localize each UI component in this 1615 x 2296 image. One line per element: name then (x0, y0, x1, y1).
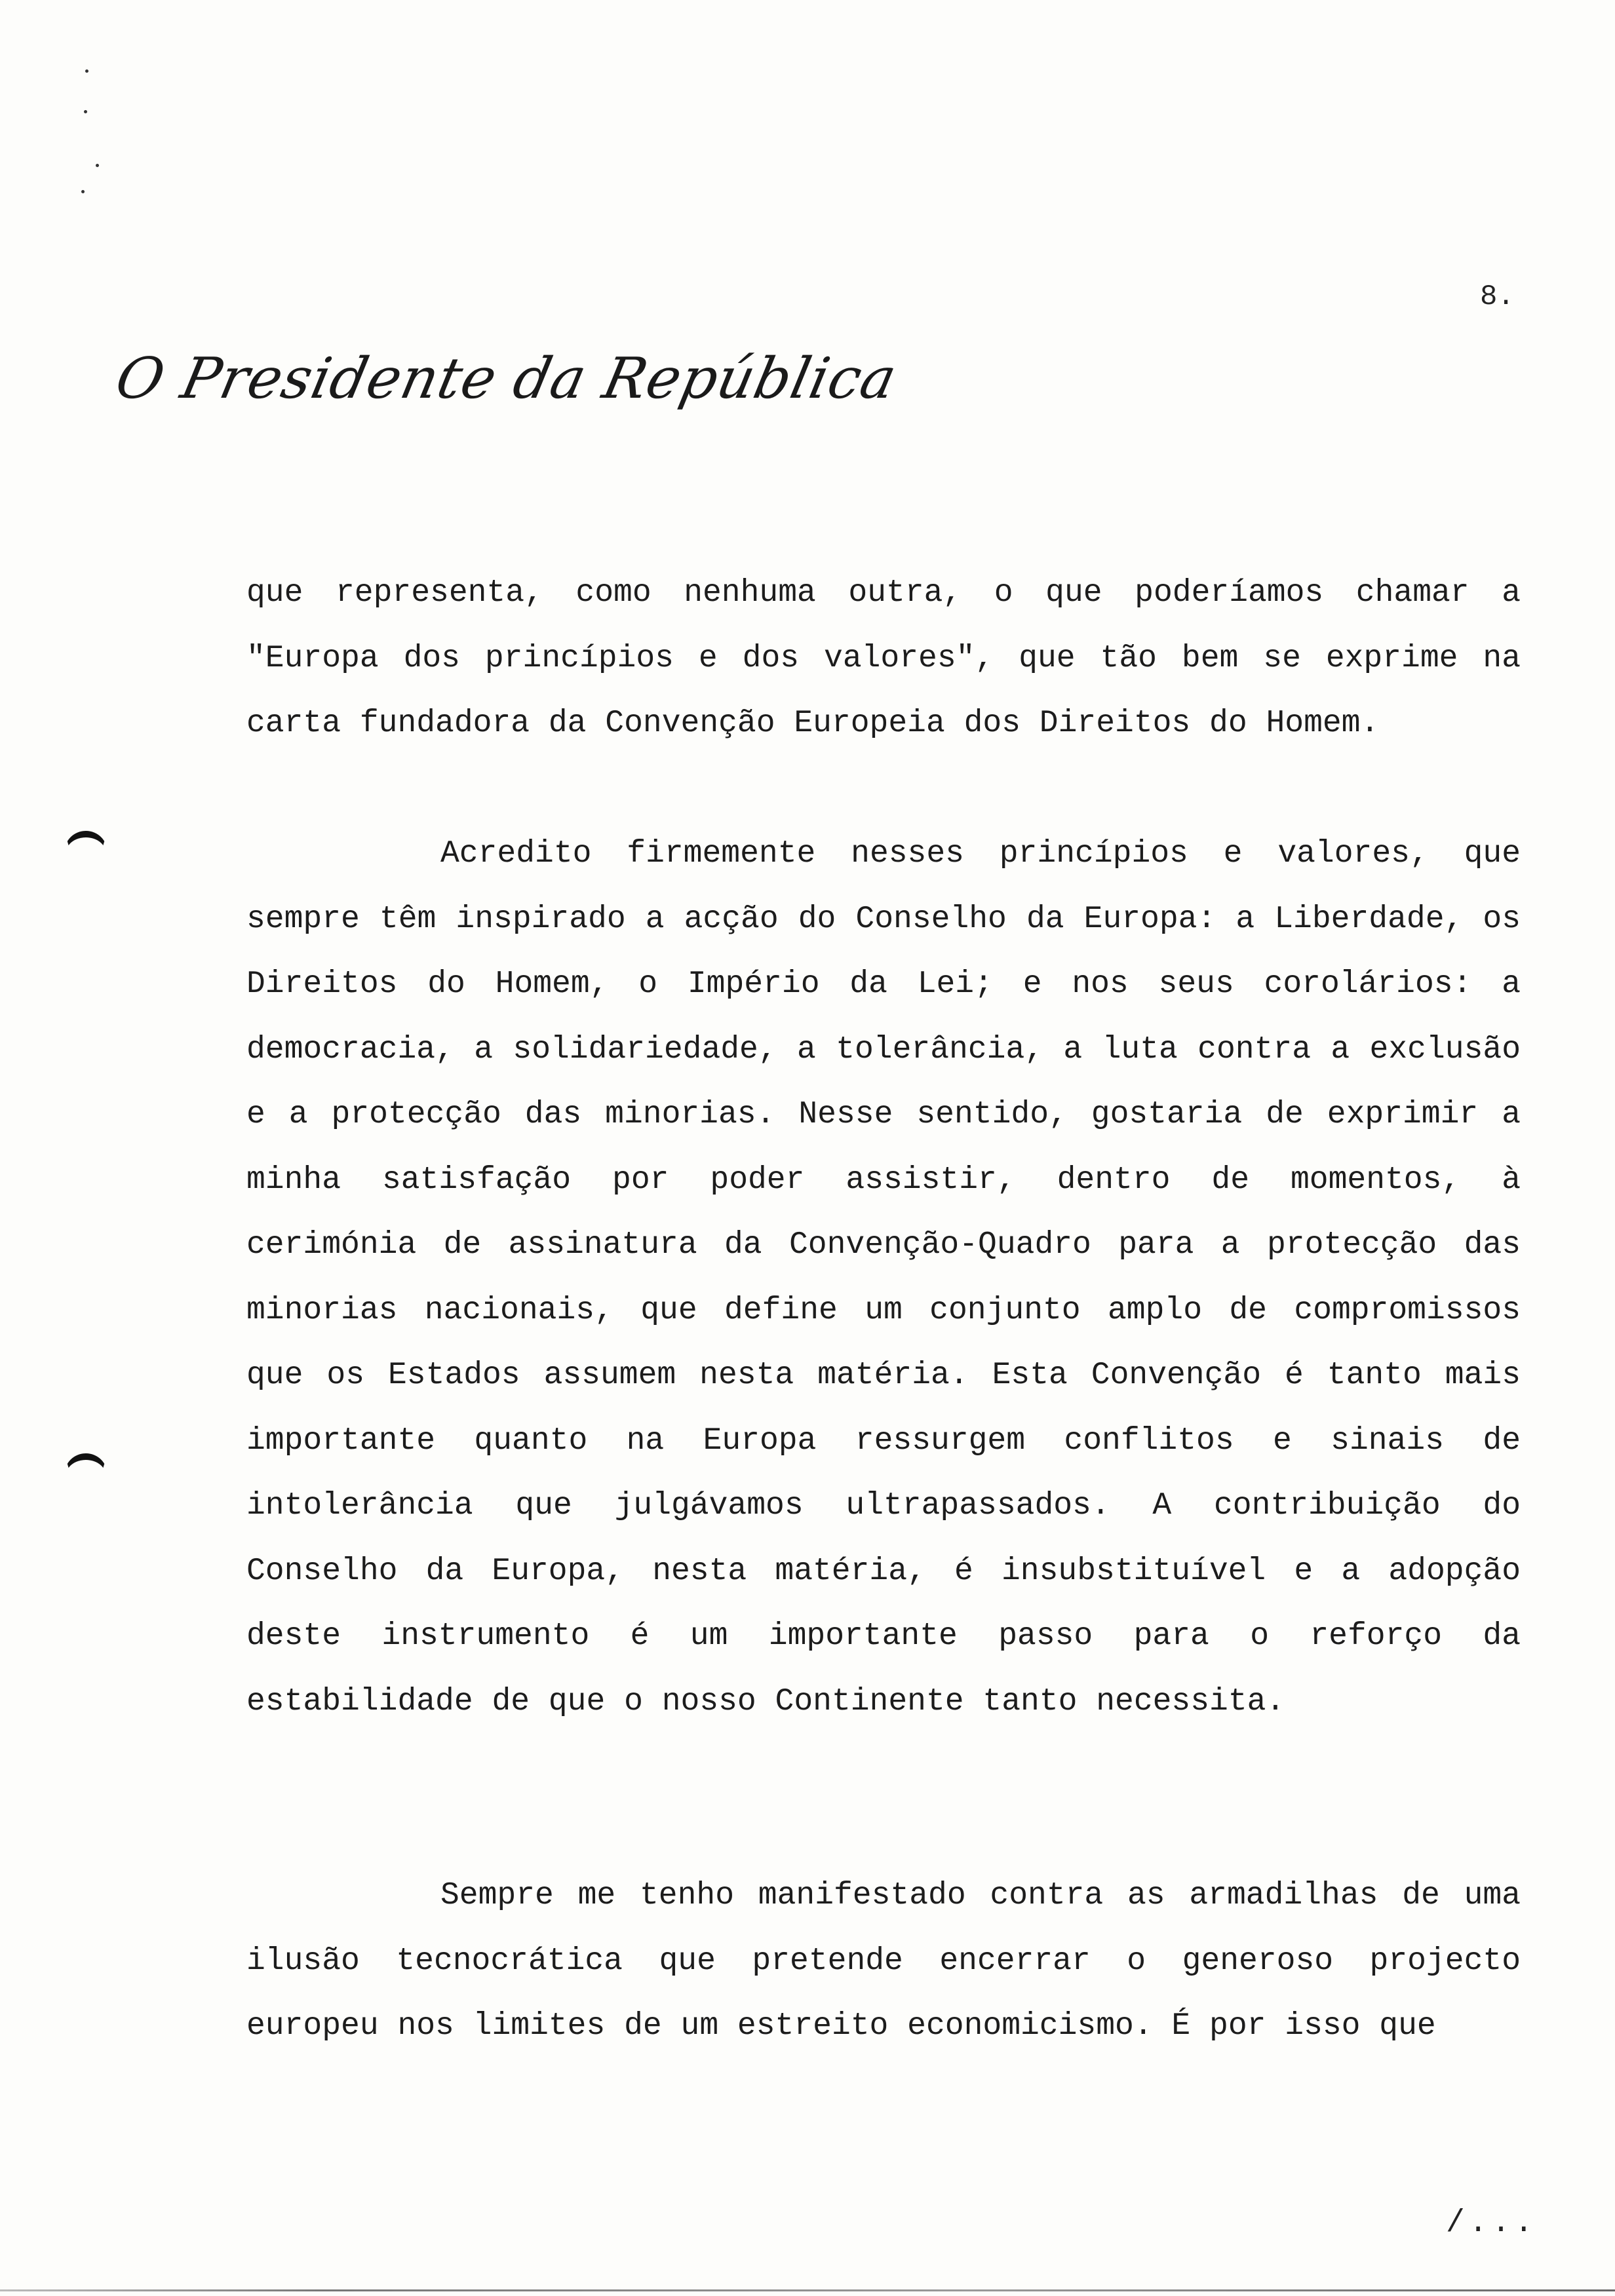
page-edge-rule (0, 2289, 1615, 2291)
scan-speck (84, 110, 87, 113)
paragraph-3: Sempre me tenho manifestado contra as armadilhas de uma ilusão tecnocrática que pretende encerrar o generoso projecto europeu nos limites de um estreito economicismo. É por isso que (246, 1878, 1521, 2044)
scan-speck (81, 190, 85, 193)
letterhead: O Presidente da República (110, 346, 903, 411)
paragraph-1: que representa, como nenhuma outra, o que poderíamos chamar a "Europa dos princípios e dos valores", que tão bem se exprime na carta fundadora da Convenção Europeia dos Direitos do Homem. (246, 575, 1521, 741)
punch-hole-mark (64, 1453, 107, 1482)
page-number: 8. (1480, 280, 1515, 313)
paragraph-2: Acredito firmemente nesses princípios e valores, que sempre têm inspirado a acção do Conselho da Europa: a Liberdade, os Direitos do Homem, o Império da Lei; e nos seus corolários: a democracia, a solidariedade, a tolerância, a luta contra a exclusão e a protecção das minorias. Nesse sentido, gostaria de exprimir a minha satisfação por poder assistir, dentro de momentos, à cerimónia de assinatura da Convenção-Quadro para a protecção das minorias nacionais, que define um conjunto amplo de compromissos que os Estados assumem nesta matéria. Esta Convenção é tanto mais importante quanto na Europa ressurgem conflitos e sinais de intolerância que julgávamos ultrapassados. A contribuição do Conselho da Europa, nesta matéria, é insubstituível e a adopção deste instrumento é um importante passo para o reforço da estabilidade de que o nosso Continente tanto necessita. (246, 836, 1521, 1719)
punch-hole-mark (64, 831, 107, 860)
scan-speck (96, 164, 99, 167)
continuation-mark: /... (1446, 2206, 1538, 2241)
scan-speck (85, 69, 88, 73)
